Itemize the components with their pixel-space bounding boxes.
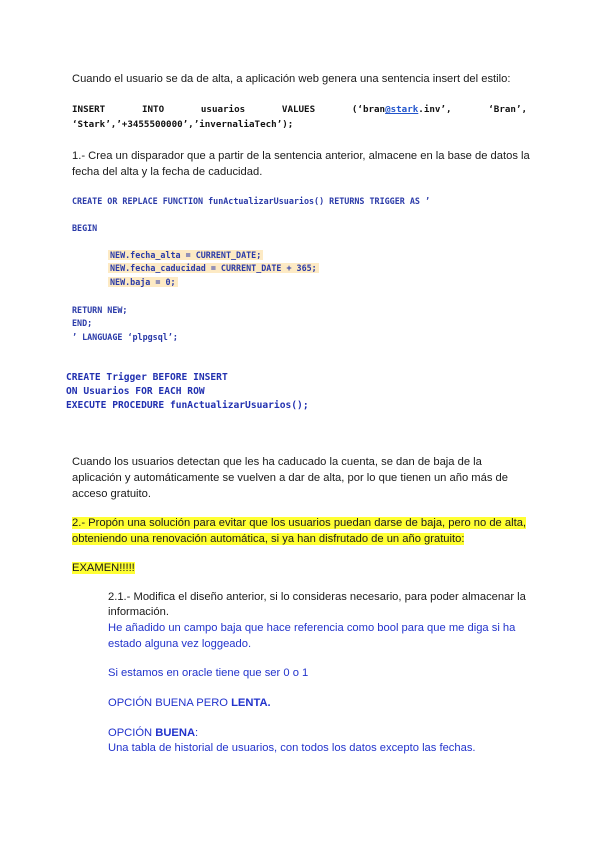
- question-2-line: 2.- Propón una solución para evitar que los usuarios puedan darse de baja, pero no de alta,: [72, 517, 527, 529]
- code-language: ’ LANGUAGE ‘plpgsql’;: [72, 332, 178, 342]
- option-good-detail: Una tabla de historial de usuarios, con todos los datos excepto las fechas.: [108, 742, 476, 754]
- question-1-line-1: 1.- Crea un disparador que a partir de la sentencia anterior, almacene en la base de datos la: [72, 150, 530, 162]
- answer-line: estado alguna vez loggeado.: [108, 638, 252, 650]
- insert-word: INSERT: [72, 104, 106, 115]
- code-body-line: NEW.fecha_caducidad = CURRENT_DATE + 365;: [110, 263, 317, 273]
- exam-label: EXAMEN!!!!!: [72, 562, 135, 574]
- paragraph-2-line: acceso gratuito.: [72, 488, 151, 500]
- paragraph-2-line: Cuando los usuarios detectan que les ha caducado la cuenta, se dan de baja de la: [72, 456, 482, 468]
- option-good-but-slow: OPCIÓN BUENA PERO LENTA.: [108, 697, 271, 709]
- oracle-note: Si estamos en oracle tiene que ser 0 o 1: [108, 667, 309, 679]
- insert-line-2: ‘Stark’,’+3455500000’,’invernaliaTech’);: [72, 119, 294, 130]
- insert-values-email: (‘bran@stark.inv’,: [351, 104, 452, 115]
- code-return: RETURN NEW;: [72, 305, 128, 315]
- code-body-line: NEW.fecha_alta = CURRENT_DATE;: [110, 250, 262, 260]
- insert-word: INTO: [141, 104, 165, 115]
- code-end: END;: [72, 318, 93, 328]
- answer-line: He añadido un campo baja que hace referencia como bool para que me diga si ha: [108, 622, 516, 634]
- code-begin: BEGIN: [72, 223, 98, 233]
- code-function-header: CREATE OR REPLACE FUNCTION funActualizarUsuarios() RETURNS TRIGGER AS ’: [72, 196, 430, 206]
- insert-word: ‘Bran’,: [488, 104, 527, 115]
- code-trigger-line: EXECUTE PROCEDURE funActualizarUsuarios();: [66, 400, 309, 411]
- insert-line-1: [72, 104, 527, 115]
- question-2-line: obteniendo una renovación automática, si ya han disfrutado de un año gratuito:: [72, 533, 465, 545]
- paragraph-2-line: aplicación y automáticamente se vuelven a dar de alta, por lo que tienen un año más de: [72, 472, 508, 484]
- question-2-1-line: 2.1.- Modifica el diseño anterior, si lo consideras necesario, para poder almacenar la: [108, 591, 526, 603]
- option-good: OPCIÓN BUENA:: [108, 727, 199, 739]
- insert-word: VALUES: [281, 104, 316, 115]
- email-link[interactable]: @stark: [385, 104, 419, 115]
- question-1-line-2: fecha del alta y la fecha de caducidad.: [72, 166, 263, 178]
- code-trigger-line: CREATE Trigger BEFORE INSERT: [66, 372, 228, 383]
- intro-text: Cuando el usuario se da de alta, a aplicación web genera una sentencia insert del estilo:: [72, 73, 511, 85]
- code-body-line: NEW.baja = 0;: [110, 277, 176, 287]
- insert-word: usuarios: [200, 104, 246, 115]
- question-2-1-line: información.: [108, 606, 169, 618]
- code-trigger-line: ON Usuarios FOR EACH ROW: [66, 386, 205, 397]
